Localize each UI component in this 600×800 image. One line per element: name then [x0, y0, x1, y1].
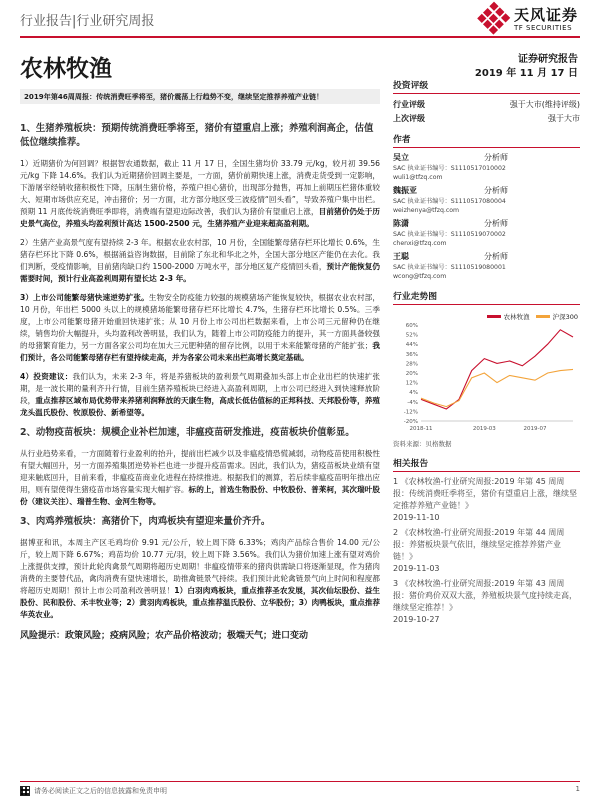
analyst-role: 分析师 — [484, 252, 508, 261]
paragraph: 1）近期猪价为何回调？根据智农通数据，截止 11 月 17 日，全国生猪均价 33.79 元/kg，较月初 39.56 元/kg 下降 14.6%。我们认为近期猪价回调主要是，一方面，猪价前期快速上涨，消费走货受到一定影响，下游屠宰经销收猪积极性下降，压制生猪价格，养殖户担心猪价，出现部分抛售，再加上前期压栏猪体重较大、短期市场供应充足，冲击猪价；另一方面，北方部分地区受三波疫情“回头看”，导致养殖户集中出栏。预期 11 月底传统消费旺季即将，消费端有望迎边际改善，我们认为猪价有望重启上涨，目前猪价仍处于历史景气高位，养殖头均盈利预计高达 1500-2500 元，生猪养殖产业迎来超高盈利期。 — [20, 159, 380, 228]
report-type: 证券研究报告 — [518, 54, 578, 65]
analyst-cert: SAC 执业证书编号：S1110519080001 — [393, 264, 506, 271]
analyst-name: 陈潇 — [393, 219, 409, 228]
chart-source: 资料来源：贝格数据 — [393, 440, 452, 448]
section-title-vaccine: 2、动物疫苗板块：规模企业补栏加速，非瘟疫苗研发推进，疫苗板块价值彰显。 — [20, 427, 355, 438]
analyst-card — [393, 251, 580, 281]
x-tick-label: 2018-11 — [409, 426, 433, 432]
y-tick-label: 60% — [405, 323, 418, 329]
analyst-cert: SAC 执业证书编号：S1110517080004 — [393, 198, 506, 205]
y-tick-label: 44% — [405, 342, 418, 349]
y-tick-label: 12% — [405, 380, 418, 387]
risk-warning: 风险提示：政策风险；疫病风险；农产品价格波动；极端天气；进口变动 — [20, 631, 309, 641]
sidebar — [393, 78, 580, 629]
related-report-title[interactable]: 2 《农林牧渔-行业研究周报:2019 年第 44 周周报：养猪板块景气依旧，继续坚定推荐养猪产业链！》 — [393, 528, 565, 561]
analyst-name: 王聪 — [393, 252, 409, 261]
paragraph: 3）上市公司能繁母猪快速逆势扩张。生物安全防疫能力较强的规模猪场产能恢复较快，根据农业农村部，10 月份，年出栏 5000 头以上的规模猪场能繁母猪存栏环比增长 4.7%，生猪存栏环比增长 0.5%。三季度，上市公司能繁母猪开始重回快速扩张；从 10 月份上市公司出栏数据来看，上市公司三元留种仍在继续，销售均价大幅提升，头均盈利改善明显，我们认为，随着上市公司防疫能力的提升，其一方面具备较强的母猪繁育能力，另一方面各家公司均在加大三元肥种猪的留存比例，以用于未来能繁母猪的产能扩张；我们预计，各公司能繁母猪存栏有望持续走高，并为各家公司未来出栏高增长奠定基础。 — [20, 293, 381, 362]
related-report-item[interactable] — [393, 578, 580, 626]
analyst-role: 分析师 — [484, 153, 508, 162]
analyst-card — [393, 185, 580, 215]
related-report-item[interactable] — [393, 527, 580, 575]
analyst-role: 分析师 — [484, 219, 508, 228]
y-tick-label: 4% — [409, 390, 418, 397]
footer-divider — [20, 781, 580, 782]
main-content — [20, 120, 380, 641]
top-bar — [0, 0, 600, 42]
analyst-card — [393, 152, 580, 182]
chart-heading: 行业走势图 — [393, 289, 580, 305]
y-tick-label: 52% — [405, 332, 418, 339]
analyst-card — [393, 218, 580, 248]
analyst-email: wuli1@tfzq.com — [393, 174, 443, 181]
footer — [20, 785, 580, 797]
x-tick-label: 2019-03 — [472, 426, 496, 432]
series-line-1 — [421, 369, 573, 406]
headline: 2019年第46周周报：传统消费旺季将至，猪价震荡上行趋势不变，继续坚定推荐养殖产业链！ — [20, 89, 380, 104]
brand-logo — [479, 4, 578, 34]
rating-row: 行业评级 强于大市(维持评级) — [393, 100, 580, 109]
related-report-date: 2019-11-10 — [393, 513, 440, 522]
paragraph: 据博亚和讯，本周主产区毛鸡均价 9.91 元/公斤，较上周下降 6.33%；鸡肉产品综合售价 14.00 元/公斤，较上周下降 6.67%；鸡苗均价 10.77 元/羽，较上周下降 3.56%。我们认为猪价加速上涨有望对鸡价上涨提供支撑，预计此轮肉禽景气周期将超历史周期！非瘟疫情带来的猪肉供需缺口将逐渐显现，作为猪肉消费的主要替代品，禽肉消费有望快速增长，助推禽链景气持续。我们预计此轮禽链景气向上时间和程度都将超历史周期！预计上市公司盈利改善明显！1）白羽肉鸡板块，重点推荐圣农发展，其次仙坛股份、益生股份、民和股份、禾丰牧业等；2）黄羽肉鸡板块，重点推荐温氏股份、立华股份；3）肉鸭板块，重点推荐华英农业。 — [20, 538, 381, 619]
analyst-cert: SAC 执业证书编号：S1110519070002 — [393, 231, 506, 238]
y-tick-label: 28% — [405, 361, 418, 368]
legend-item-hs300: 沪深300 — [536, 312, 578, 321]
analyst-name: 魏振亚 — [393, 186, 417, 195]
trend-chart-svg — [393, 309, 580, 437]
logo-name-en: TF SECURITIES — [513, 23, 573, 32]
analyst-list — [393, 152, 580, 281]
analyst-email: weizhenya@tfzq.com — [393, 207, 460, 214]
y-tick-label: -4% — [407, 399, 418, 406]
paragraph: 从行业趋势来看，一方面随着行业盈利的抬升，提前出栏减少以及非瘟疫情恐慌减弱，动物疫苗使用积极性有望大幅回升，另一方面养殖集团逆势补栏也进一步提升疫苗需求。因此，我们认为，猪疫苗板块业绩有望迎来触底回升，目前来看，非瘟疫苗商业化进程在持续推进。根据我们的测算，若后续非瘟疫苗明年推出应用，则有望使得生猪疫苗市场容量实现大幅扩容。标的上，首选生物股份、中牧股份、普莱柯，其次瑞叶股份（建议关注）、瑞普生物、金河生物等。 — [20, 449, 381, 506]
related-report-title[interactable]: 3 《农林牧渔-行业研究周报:2019 年第 43 周周报：猪价鸡价双双大涨，养殖板块景气度持续走高，继续坚定推荐！》 — [393, 579, 577, 612]
trend-chart — [393, 309, 580, 437]
logo-name: 天风证券 — [513, 5, 578, 24]
y-tick-label: 36% — [405, 351, 418, 358]
paragraph: 2）生猪产业高景气度有望持续 2-3 年。根据农业农村部，10 月份，全国能繁母猪存栏环比增长 0.6%，生猪存栏环比下降 0.6%，根据涌益咨询数据，目前除了东北和华北之外，全国大部分地区产能仍在去化。我们判断，受疫情影响，目前猪肉缺口约 1500-2000 万吨水平，部分地区复产疫情回头看，预计产能恢复仍需要时间，预计行业高盈利周期有望长达 2-3 年。 — [20, 238, 381, 283]
analyst-email: wcong@tfzq.com — [393, 273, 447, 280]
qr-code-icon — [20, 786, 30, 796]
related-report-title[interactable]: 1 《农林牧渔-行业研究周报:2019 年第 45 周周报：传统消费旺季将至，猪价有望重启上涨，继续坚定推荐养殖产业链！》 — [393, 477, 577, 510]
x-tick-label: 2019-07 — [523, 426, 547, 432]
y-tick-label: -12% — [403, 409, 418, 416]
related-report-date: 2019-11-03 — [393, 564, 440, 573]
disclaimer: 请务必阅读正文之后的信息披露和免责申明 — [34, 787, 167, 795]
related-list — [393, 476, 580, 626]
legend-item-agri: 农林牧渔 — [487, 312, 530, 321]
analyst-cert: SAC 执业证书编号：S1110517010002 — [393, 165, 506, 172]
logo-icon — [477, 2, 512, 37]
chart-legend — [481, 312, 578, 321]
analyst-heading: 作者 — [393, 132, 580, 148]
report-category: 行业报告|行业研究周报 — [20, 14, 155, 29]
related-report-item[interactable] — [393, 476, 580, 524]
rating-heading: 投资评级 — [393, 78, 580, 94]
header-divider — [20, 36, 580, 38]
related-heading: 相关报告 — [393, 456, 580, 472]
related-report-date: 2019-10-27 — [393, 615, 440, 624]
analyst-name: 吴立 — [393, 153, 409, 162]
page-number: 1 — [575, 785, 580, 793]
section-title-hog: 1、生猪养殖板块：预期传统消费旺季将至，猪价有望重启上涨；养殖利润高企，估值低位继续推荐。 — [20, 123, 374, 148]
series-line-0 — [421, 330, 573, 409]
analyst-email: chenxi@tfzq.com — [393, 240, 447, 247]
y-tick-label: 20% — [405, 371, 418, 377]
report-date: 2019 年 11 月 17 日 — [474, 68, 578, 79]
paragraph: 4）投资建议：我们认为，未来 2-3 年，将是养猪板块的盈利景气周期叠加头部上市企业出栏的快速扩张期，是一波长期的量利齐升行情，目前生猪养殖板块已经进入高盈利周期，上市公司已经进入到快速释放阶段，重点推荐区域布局优势带来养猪利润释放的天康生物，高成长低估值标的正邦科技、天邦股份等，养殖龙头温氏股份、牧原股份、新希望等。 — [20, 372, 381, 417]
y-tick-label: -20% — [403, 419, 418, 425]
page-title: 农林牧渔 — [20, 56, 112, 82]
prev-rating-row: 上次评级 强于大市 — [393, 114, 580, 123]
analyst-role: 分析师 — [484, 186, 508, 195]
section-title-poultry: 3、肉鸡养殖板块：高猪价下，肉鸡板块有望迎来量价齐升。 — [20, 516, 271, 527]
